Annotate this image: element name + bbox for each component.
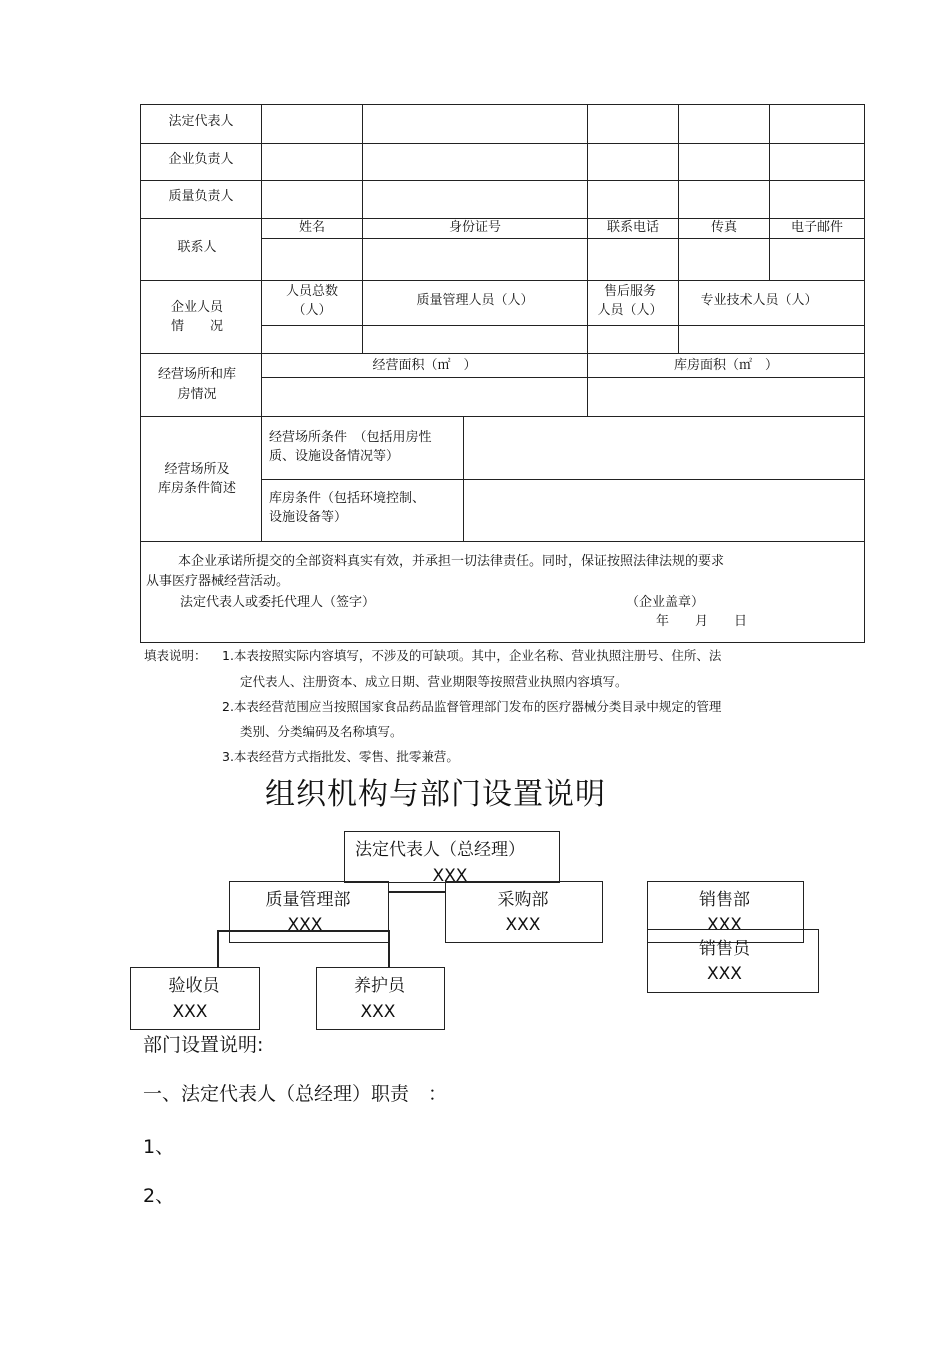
table-border-bottom — [140, 642, 865, 643]
row-line — [140, 353, 865, 354]
connector — [217, 930, 219, 968]
warehouse-conditions-l1: 库房条件（包括环境控制、 — [269, 491, 426, 506]
col-line — [362, 104, 363, 280]
row-line — [140, 143, 865, 144]
cond-sub-line — [261, 479, 865, 480]
salesperson-title: 销售员 — [699, 939, 750, 959]
section-1-heading: 一、法定代表人（总经理）职责 ： — [143, 1083, 448, 1105]
area-sub-line — [261, 377, 865, 378]
row-line — [140, 180, 865, 181]
salesperson-name: XXX — [707, 964, 742, 984]
site-conditions-l1: 经营场所条件 （包括用房性 — [269, 430, 432, 445]
col-line — [261, 104, 262, 541]
label-cond-line1: 经营场所及 — [164, 462, 230, 477]
purchase-dept-name: XXX — [505, 915, 541, 935]
declaration-line2: 从事医疗器械经营活动。 — [146, 574, 290, 589]
maintainer-title: 养护员 — [354, 976, 405, 996]
label-staff-line1: 企业人员 — [170, 300, 223, 315]
note-1-line2: 定代表人、注册资本、成立日期、营业期限等按照营业执照内容填写。 — [240, 674, 628, 689]
label-quality-head: 质量负责人 — [168, 189, 234, 204]
col-line — [678, 104, 679, 280]
col-line — [362, 280, 363, 353]
warehouse-conditions-l2: 设施设备等） — [269, 510, 348, 525]
col-line — [678, 280, 679, 353]
header-quality-staff: 质量管理人员（人） — [416, 293, 534, 308]
item-1: 1、 — [143, 1136, 175, 1158]
table-border-top — [140, 104, 865, 105]
inspector-name: XXX — [172, 1002, 208, 1022]
header-aftersales-l2: 人员（人） — [597, 303, 663, 318]
header-business-area: 经营面积（㎡ ） — [372, 358, 477, 373]
purchase-dept-title: 采购部 — [497, 890, 549, 910]
declaration-line1: 本企业承诺所提交的全部资料真实有效，并承担一切法律责任。同时，保证按照法律法规的要求 — [178, 554, 725, 569]
table-border-right — [864, 104, 865, 643]
label-cond-line2: 库房条件简述 — [157, 481, 236, 496]
label-premises-line1: 经营场所和库 — [157, 367, 236, 382]
header-name: 姓名 — [298, 220, 325, 235]
gm-title: 法定代表人（总经理） — [355, 840, 525, 860]
header-warehouse-area: 库房面积（㎡ ） — [673, 358, 778, 373]
header-aftersales-l1: 售后服务 — [603, 284, 656, 299]
col-line — [769, 104, 770, 280]
row-line — [140, 541, 865, 542]
label-staff-line2: 情 况 — [170, 319, 223, 334]
header-total-staff-l1: 人员总数 — [285, 284, 338, 299]
col-line — [463, 416, 464, 541]
header-id-no: 身份证号 — [448, 220, 501, 235]
sales-dept-name: XXX — [707, 915, 742, 935]
row-line — [140, 416, 865, 417]
label-enterprise-head: 企业负责人 — [168, 152, 234, 167]
inspector-title: 验收员 — [168, 976, 220, 996]
item-2: 2、 — [143, 1185, 175, 1207]
org-title: 组织机构与部门设置说明 — [265, 777, 606, 812]
col-line — [587, 104, 588, 280]
notes-label: 填表说明： — [144, 648, 207, 663]
quality-dept-title: 质量管理部 — [265, 890, 351, 910]
note-1-line1: 1.本表按照实际内容填写，不涉及的可缺项。其中，企业名称、营业执照注册号、住所、法 — [222, 648, 722, 663]
note-3: 3.本表经营方式指批发、零售、批零兼营。 — [222, 749, 459, 764]
note-2-line2: 类别、分类编码及名称填写。 — [240, 724, 403, 739]
seal-label: （企业盖章） — [626, 595, 705, 610]
header-phone: 联系电话 — [606, 220, 659, 235]
staff-sub-line — [261, 325, 865, 326]
label-premises-line2: 房情况 — [177, 387, 217, 402]
quality-dept-name: XXX — [287, 915, 323, 935]
site-conditions-l2: 质、设施设备情况等） — [269, 449, 400, 464]
header-tech-staff: 专业技术人员（人） — [700, 293, 818, 308]
contact-sub-line — [261, 238, 865, 239]
header-total-staff-l2: （人） — [292, 303, 332, 318]
dept-intro: 部门设置说明: — [143, 1034, 264, 1056]
connector — [388, 891, 445, 893]
header-fax: 传真 — [710, 220, 737, 235]
header-email: 电子邮件 — [790, 220, 843, 235]
label-legal-rep: 法定代表人 — [168, 114, 234, 129]
signature-label: 法定代表人或委托代理人（签字） — [180, 595, 376, 610]
row-line — [140, 280, 865, 281]
label-contact: 联系人 — [177, 240, 217, 255]
date-label: 年 月 日 — [656, 614, 748, 629]
sales-dept-title: 销售部 — [699, 890, 750, 910]
maintainer-name: XXX — [360, 1002, 396, 1022]
gm-name: XXX — [432, 866, 468, 886]
note-2-line1: 2.本表经营范围应当按照国家食品药品监督管理部门发布的医疗器械分类目录中规定的管理 — [222, 699, 722, 714]
